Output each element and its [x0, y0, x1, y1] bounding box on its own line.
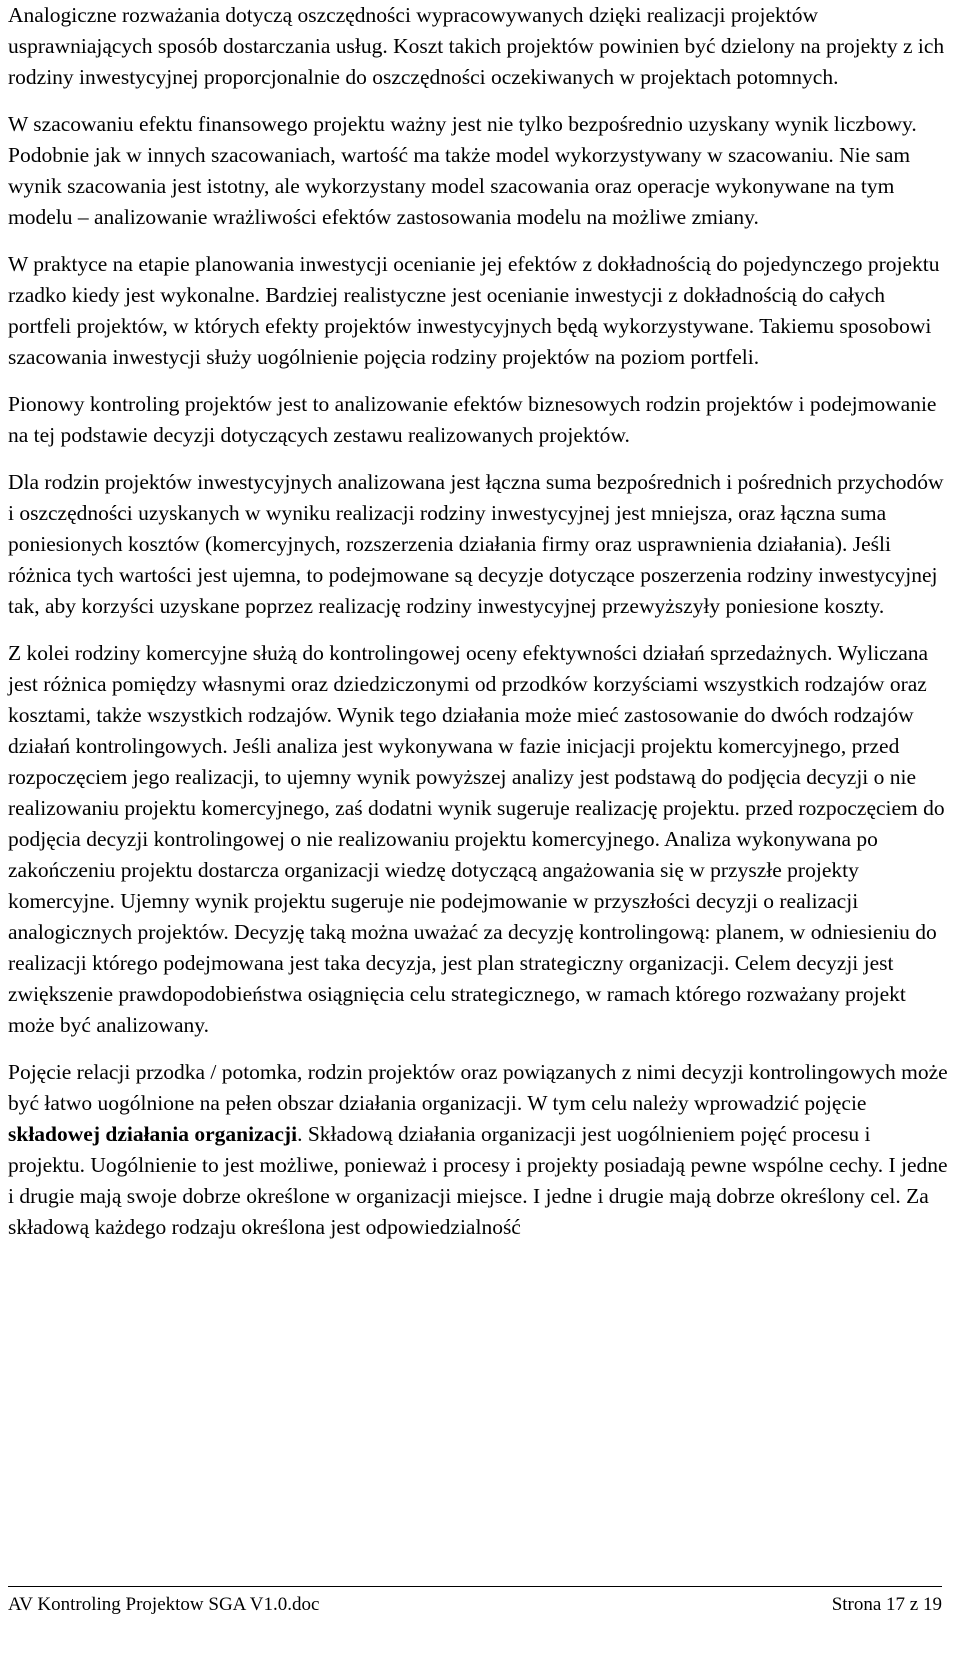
paragraph-text: Pojęcie relacji przodka / potomka, rodzin projektów oraz powiązanych z nimi decyzji kontrolingowych może być łatwo uogólnione na pełen obszar działania organizacji. W tym celu należy wprowadzić pojęcie	[8, 1060, 948, 1115]
footer-page-number: Strona 17 z 19	[831, 1594, 942, 1615]
page-footer	[8, 1586, 942, 1618]
paragraph: Analogiczne rozważania dotyczą oszczędności wypracowywanych dzięki realizacji projektów usprawniających sposób dostarczania usług. Koszt takich projektów powinien być dzielony na projekty z ich rodziny inwestycyjnej proporcjonalnie do oszczędności oczekiwanych w projektach potomnych.	[8, 3, 945, 89]
bold-term: składowej działania organizacji	[8, 1122, 298, 1146]
paragraph: W szacowaniu efektu finansowego projektu ważny jest nie tylko bezpośrednio uzyskany wynik liczbowy. Podobnie jak w innych szacowaniach, wartość ma także model wykorzystywany w szacowaniu. Nie sam wynik szacowania jest istotny, ale wykorzystany model szacowania oraz operacje wykonywane na tym modelu – analizowanie wrażliwości efektów zastosowania modelu na możliwe zmiany.	[8, 112, 917, 229]
paragraph: Dla rodzin projektów inwestycyjnych analizowana jest łączna suma bezpośrednich i pośrednich przychodów i oszczędności uzyskanych w wyniku realizacji rodziny inwestycyjnej jest mniejsza, oraz łączna suma poniesionych kosztów (komercyjnych, rozszerzenia działania firmy oraz usprawnienia działania). Jeśli różnica tych wartości jest ujemna, to podejmowane są decyzje dotyczące poszerzenia rodziny inwestycyjnej tak, aby korzyści uzyskane poprzez realizację rodziny inwestycyjnej przewyższyły poniesione koszty.	[8, 470, 944, 618]
paragraph: Z kolei rodziny komercyjne służą do kontrolingowej oceny efektywności działań sprzedażnych. Wyliczana jest różnica pomiędzy własnymi oraz dziedziczonymi od przodków korzyściami wszystkich rodzajów oraz kosztami, także wszystkich rodzajów. Wynik tego działania może mieć zastosowanie do dwóch rodzajów działań kontrolingowych. Jeśli analiza jest wykonywana w fazie inicjacji projektu komercyjnego, przed rozpoczęciem jego realizacji, to ujemny wynik powyższej analizy jest podstawą do podjęcia decyzji o nie realizowaniu projektu komercyjnego, zaś dodatni wynik sugeruje realizację projektu. przed rozpoczęciem do podjęcia decyzji kontrolingowej o nie realizowaniu projektu komercyjnego. Analiza wykonywana po zakończeniu projektu dostarcza organizacji wiedzę dotyczącą angażowania się w przyszłe projekty komercyjne. Ujemny wynik projektu sugeruje nie podejmowanie w przyszłości decyzji o realizacji analogicznych projektów. Decyzję taką można uważać za decyzję kontrolingową: planem, w odniesieniu do realizacji którego podejmowana jest taka decyzja, jest plan strategiczny organizacji. Celem decyzji jest zwiększenie prawdopodobieństwa osiągnięcia celu strategicznego, w ramach którego rozważany projekt może być analizowany.	[8, 641, 945, 1037]
paragraph-text: . Składową działania organizacji jest uogólnieniem pojęć procesu i projektu. Uogólnienie to jest możliwe, ponieważ i procesy i projekty posiadają pewne wspólne cechy. I jedne i drugie mają swoje dobrze określone w organizacji miejsce. I jedne i drugie mają dobrze określony cel. Za składową każdego rodzaju określona jest odpowiedzialność	[8, 1122, 948, 1239]
paragraph	[8, 1057, 948, 1243]
paragraph: W praktyce na etapie planowania inwestycji ocenianie jej efektów z dokładnością do pojedynczego projektu rzadko kiedy jest wykonalne. Bardziej realistyczne jest ocenianie inwestycji z dokładnością do całych portfeli projektów, w których efekty projektów inwestycyjnych będą wykorzystywane. Takiemu sposobowi szacowania inwestycji służy uogólnienie pojęcia rodziny projektów na poziom portfeli.	[8, 252, 940, 369]
footer-filename: AV Kontroling Projektow SGA V1.0.doc	[8, 1594, 320, 1615]
document-body	[8, 0, 948, 1259]
paragraph: Pionowy kontroling projektów jest to analizowanie efektów biznesowych rodzin projektów i podejmowanie na tej podstawie decyzji dotyczących zestawu realizowanych projektów.	[8, 392, 937, 447]
